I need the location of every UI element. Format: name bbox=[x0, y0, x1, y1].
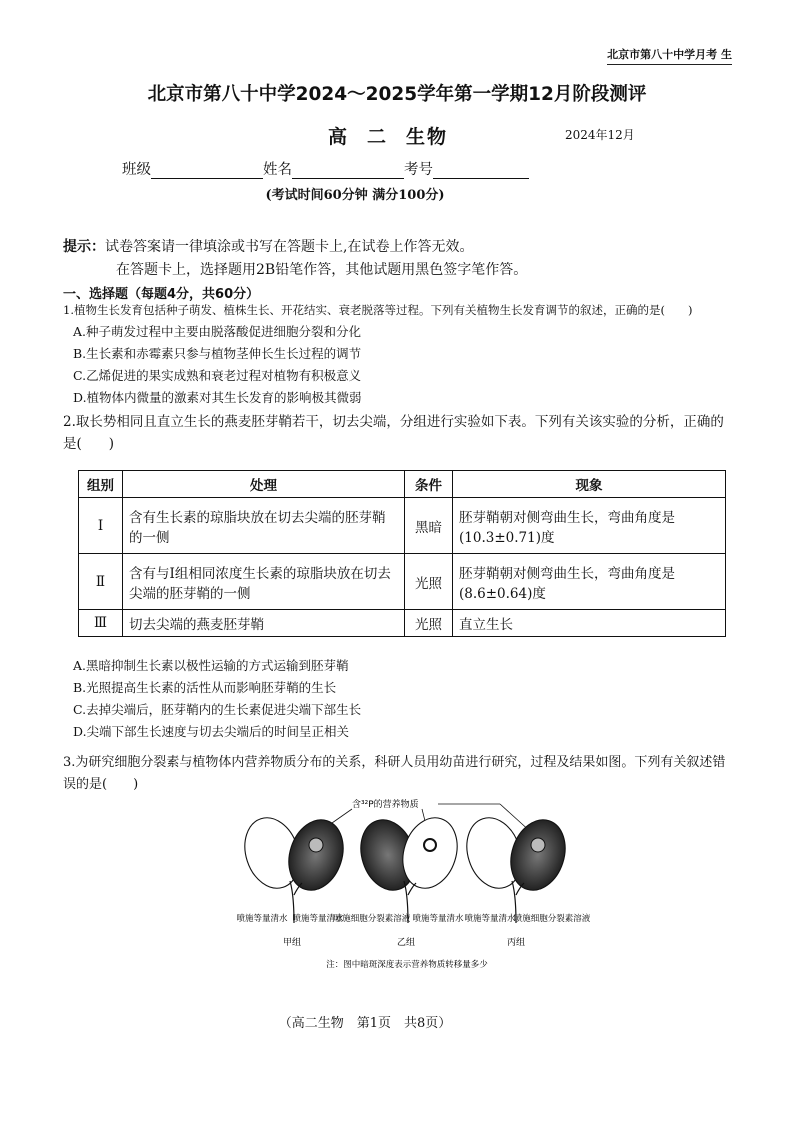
student-info-fields bbox=[122, 158, 529, 179]
seedling-group-a bbox=[236, 811, 352, 923]
cell-treatment: 含有与Ⅰ组相同浓度生长素的琼脂块放在切去尖端的胚芽鞘的一侧 bbox=[123, 554, 405, 610]
question-1-stem: 1.植物生长发育包括种子萌发、植株生长、开花结实、衰老脱落等过程。下列有关植物生长发育调节的叙述，正确的是( ) bbox=[63, 303, 693, 317]
cell-group: Ⅰ bbox=[79, 498, 123, 554]
spray-label-1: 喷施等量清水 bbox=[236, 914, 288, 924]
seedling-group-b bbox=[352, 811, 466, 923]
class-field[interactable] bbox=[151, 162, 263, 179]
seedling-group-c bbox=[458, 811, 574, 923]
cell-result: 胚芽鞘朝对侧弯曲生长，弯曲角度是(8.6±0.64)度 bbox=[453, 554, 726, 610]
header-group: 组别 bbox=[79, 471, 123, 498]
q2-option-d: D.尖端下部生长速度与切去尖端后的时间呈正相关 bbox=[73, 724, 350, 739]
subject-line bbox=[328, 122, 466, 149]
header-condition: 条件 bbox=[405, 471, 453, 498]
cell-condition: 光照 bbox=[405, 554, 453, 610]
class-label: 班级 bbox=[122, 162, 151, 178]
cell-result: 直立生长 bbox=[453, 610, 726, 637]
cell-condition: 光照 bbox=[405, 610, 453, 637]
exam-date: 2024年12月 bbox=[565, 128, 635, 142]
exam-title: 北京市第八十中学2024～2025学年第一学期12月阶段测评 bbox=[147, 84, 647, 105]
q1-option-a: A.种子萌发过程中主要由脱落酸促进细胞分裂和分化 bbox=[73, 324, 362, 339]
q1-option-b: B.生长素和赤霉素只参与植物茎伸长生长过程的调节 bbox=[73, 346, 362, 361]
question-2-stem: 2.取长势相同且直立生长的燕麦胚芽鞘若干，切去尖端，分组进行实验如下表。下列有关该实验的分析，正确的是( ) bbox=[63, 414, 724, 452]
spray-label-3: 喷施细胞分裂素溶液 bbox=[333, 914, 411, 924]
table-header-row bbox=[79, 471, 726, 498]
name-label: 姓名 bbox=[263, 162, 292, 178]
spray-label-2: 喷施等量清水 bbox=[292, 914, 344, 924]
q1-option-d: D.植物体内微量的激素对其生长发育的影响极其微弱 bbox=[73, 390, 362, 405]
group-label-b: 乙组 bbox=[396, 938, 416, 948]
spray-label-5: 喷施等量清水 bbox=[464, 914, 516, 924]
cell-group: Ⅲ bbox=[79, 610, 123, 637]
table-row bbox=[79, 610, 726, 637]
group-label-a: 甲组 bbox=[282, 938, 302, 948]
cell-result: 胚芽鞘朝对侧弯曲生长，弯曲角度是(10.3±0.71)度 bbox=[453, 498, 726, 554]
experiment-table bbox=[78, 470, 726, 637]
group-labels bbox=[283, 937, 525, 948]
number-field[interactable] bbox=[433, 162, 529, 179]
subject-name: 生物 bbox=[406, 126, 449, 148]
section-heading: 一、选择题（每题4分，共60分） bbox=[63, 287, 260, 302]
tip-line-1 bbox=[63, 236, 473, 256]
header-treatment: 处理 bbox=[123, 471, 405, 498]
tip-text-1: 试卷答案请一律填涂或书写在答题卡上,在试卷上作答无效。 bbox=[105, 239, 474, 255]
tip-line-2: 在答题卡上，选择题用2B铅笔作答，其他试题用黑色签字笔作答。 bbox=[116, 262, 528, 278]
name-field[interactable] bbox=[292, 162, 404, 179]
subject-grade: 高 bbox=[328, 126, 350, 148]
table-row bbox=[79, 498, 726, 554]
q2-option-c: C.去掉尖端后，胚芽鞘内的生长素促进尖端下部生长 bbox=[73, 702, 362, 717]
spray-labels bbox=[236, 913, 590, 924]
header-result: 现象 bbox=[453, 471, 726, 498]
tip-label: 提示： bbox=[63, 239, 105, 255]
spray-label-6: 喷施细胞分裂素溶液 bbox=[513, 914, 591, 924]
number-label: 考号 bbox=[404, 162, 433, 178]
q2-option-a: A.黑暗抑制生长素以极性运输的方式运输到胚芽鞘 bbox=[73, 658, 349, 673]
q1-option-c: C.乙烯促进的果实成熟和衰老过程对植物有积极意义 bbox=[73, 368, 362, 383]
cell-treatment: 含有生长素的琼脂块放在切去尖端的胚芽鞘的一侧 bbox=[123, 498, 405, 554]
cell-condition: 黑暗 bbox=[405, 498, 453, 554]
subject-level: 二 bbox=[367, 126, 389, 148]
group-label-c: 丙组 bbox=[506, 938, 526, 948]
exam-info: (考试时间60分钟 满分100分) bbox=[265, 188, 445, 203]
q2-option-b: B.光照提高生长素的活性从而影响胚芽鞘的生长 bbox=[73, 680, 337, 695]
spray-label-4: 喷施等量清水 bbox=[412, 914, 464, 924]
header-corner-label: 北京市第八十中学月考 生 bbox=[607, 46, 732, 65]
cell-treatment: 切去尖端的燕麦胚芽鞘 bbox=[123, 610, 405, 637]
page-footer: （高二生物 第1页 共8页） bbox=[278, 1016, 452, 1031]
figure-callout: 含³²P的营养物质 bbox=[352, 800, 419, 810]
seedling-figure bbox=[232, 795, 592, 975]
seedling-diagram bbox=[232, 795, 592, 975]
table-row bbox=[79, 554, 726, 610]
figure-note: 注：图中暗斑深度表示营养物质转移量多少 bbox=[326, 960, 488, 970]
question-3-stem: 3.为研究细胞分裂素与植物体内营养物质分布的关系，科研人员用幼苗进行研究，过程及结果如图。下列有关叙述错误的是( ) bbox=[63, 755, 726, 792]
cell-group: Ⅱ bbox=[79, 554, 123, 610]
